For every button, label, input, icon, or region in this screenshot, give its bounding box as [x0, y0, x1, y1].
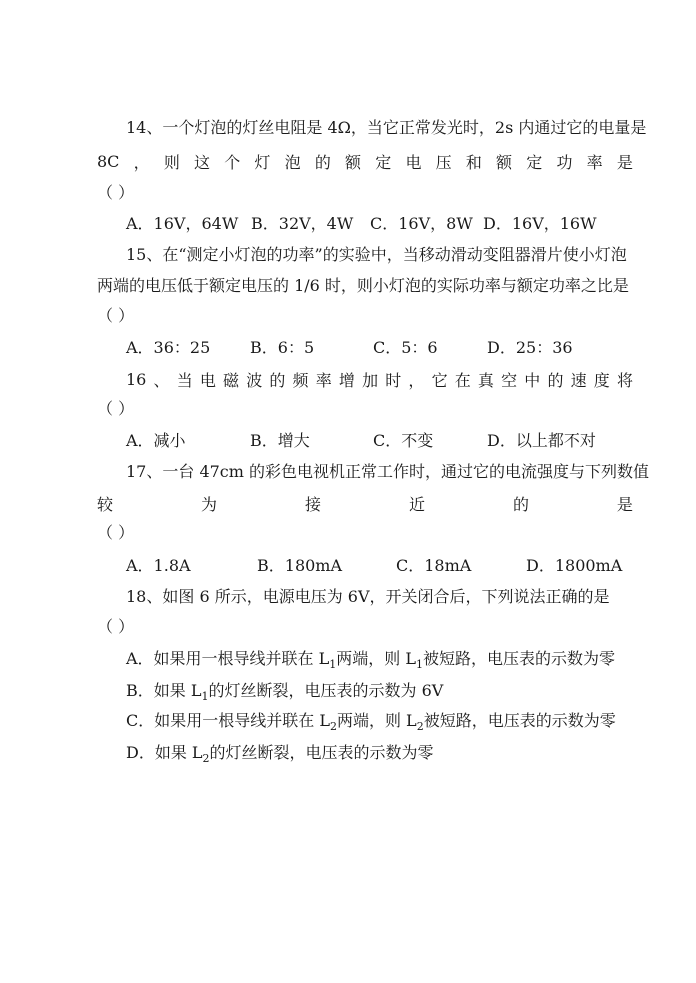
q18-option-a-text2: 两端，则 L	[336, 649, 416, 668]
q18-option-b	[126, 676, 443, 706]
q15-line2: 两端的电压低于额定电压的 1/6 时，则小灯泡的实际功率与额定功率之比是	[97, 276, 629, 295]
q16-option-b: B．增大	[250, 431, 310, 450]
q14-word: 定	[375, 152, 392, 172]
q18-option-a-text1: A．如果用一根导线并联在 L	[126, 649, 330, 668]
q14-word: 的	[314, 152, 331, 172]
q16-word: 中	[524, 370, 541, 390]
subscript: 2	[329, 720, 337, 734]
q17-word: 为	[200, 494, 217, 514]
q14-word: 率	[586, 152, 603, 172]
q16-word: 空	[501, 370, 518, 390]
q14-option-b: B．32V，4W	[251, 214, 354, 233]
q16-word: ，	[408, 370, 425, 390]
q14-word: 8C	[97, 151, 120, 171]
q16-word: 电	[199, 370, 216, 390]
q14-word: 泡	[284, 152, 301, 172]
q16-word: 的	[547, 370, 564, 390]
q16-answer-paren: （ ）	[97, 399, 135, 418]
q18-option-a-text3: 被短路，电压表的示数为零	[423, 649, 616, 668]
q18-option-d	[126, 738, 434, 768]
q16-option-d: D．以上都不对	[487, 431, 596, 450]
q17-line2	[97, 488, 633, 518]
q16-word: 将	[616, 370, 633, 390]
q18-option-b-text2: 的灯丝断裂，电压表的示数为 6V	[208, 681, 444, 700]
subscript: 1	[201, 690, 209, 704]
q18-option-b-text1: B．如果 L	[126, 681, 202, 700]
q16-line1	[126, 364, 633, 394]
q14-word: 额	[345, 152, 362, 172]
q14-option-a: A．16V，64W	[126, 214, 239, 233]
q16-word: 它	[431, 370, 448, 390]
subscript: 1	[329, 658, 337, 672]
q17-word: 是	[616, 494, 633, 514]
q16-word: 的	[269, 370, 286, 390]
q14-line2	[97, 146, 633, 176]
q14-word: 额	[496, 152, 513, 172]
q16-word: 当	[176, 370, 193, 390]
q16-word: 速	[570, 370, 587, 390]
subscript: 2	[416, 720, 424, 734]
q16-word: 加	[362, 370, 379, 390]
q14-word: 功	[556, 152, 573, 172]
q17-word: 较	[97, 494, 114, 514]
q15-answer-paren: （ ）	[97, 306, 135, 325]
q18-option-a	[126, 644, 615, 674]
q16-word: 波	[246, 370, 263, 390]
q18-answer-paren: （ ）	[97, 617, 135, 636]
q15-option-d: D．25：36	[487, 338, 573, 357]
q16-word: 时	[385, 370, 402, 390]
q14-option-d: D．16V，16W	[483, 214, 597, 233]
q14-word: 这	[194, 152, 211, 172]
q14-word: 压	[435, 152, 452, 172]
q16-word: 频	[292, 370, 309, 390]
q14-word: 个	[224, 152, 241, 172]
q14-word: ，	[133, 152, 150, 172]
q14-word: 则	[163, 152, 180, 172]
q18-option-c-text3: 被短路，电压表的示数为零	[423, 711, 616, 730]
q17-line1: 17、一台 47cm 的彩色电视机正常工作时，通过它的电流强度与下列数值	[126, 462, 650, 481]
q16-word: 磁	[223, 370, 240, 390]
q15-option-a: A．36：25	[126, 338, 211, 357]
q17-option-b: B．180mA	[257, 556, 343, 575]
q14-word: 定	[526, 152, 543, 172]
q15-option-c: C．5：6	[373, 338, 438, 357]
q16-word: 率	[315, 370, 332, 390]
q16-word: 在	[454, 370, 471, 390]
q17-option-c: C．18mA	[396, 556, 472, 575]
q14-answer-paren: （ ）	[97, 183, 135, 202]
q14-option-c: C．16V，8W	[370, 214, 473, 233]
q17-word: 的	[512, 494, 529, 514]
q17-option-d: D．1800mA	[526, 556, 623, 575]
q14-line1: 14、一个灯泡的灯丝电阻是 4Ω，当它正常发光时，2s 内通过它的电量是	[126, 118, 647, 137]
q17-option-a: A．1.8A	[126, 556, 191, 575]
q14-word: 和	[465, 152, 482, 172]
q16-option-c: C．不变	[373, 431, 434, 450]
q15-option-b: B．6：5	[250, 338, 315, 357]
q17-word: 接	[304, 494, 321, 514]
q17-word: 近	[408, 494, 425, 514]
q14-word: 电	[405, 152, 422, 172]
q16-word: 、	[153, 370, 170, 390]
q15-line1: 15、在“测定小灯泡的功率”的实验中，当移动滑动变阻器滑片使小灯泡	[126, 245, 627, 264]
q16-word: 度	[593, 370, 610, 390]
q16-option-a: A．减小	[126, 431, 186, 450]
subscript: 1	[416, 658, 423, 672]
q18-option-d-text2: 的灯丝断裂，电压表的示数为零	[209, 743, 434, 762]
q16-word: 真	[477, 370, 494, 390]
q18-line1: 18、如图 6 所示，电源电压为 6V，开关闭合后，下列说法正确的是	[126, 587, 610, 606]
q16-word: 16	[126, 369, 147, 389]
q17-answer-paren: （ ）	[97, 523, 135, 542]
q18-option-c	[126, 706, 616, 736]
subscript: 2	[202, 752, 210, 766]
q18-option-c-text1: C．如果用一根导线并联在 L	[126, 711, 330, 730]
q18-option-d-text1: D．如果 L	[126, 743, 203, 762]
q18-option-c-text2: 两端，则 L	[336, 711, 417, 730]
q14-word: 是	[616, 152, 633, 172]
q16-word: 增	[338, 370, 355, 390]
q14-word: 灯	[254, 152, 271, 172]
